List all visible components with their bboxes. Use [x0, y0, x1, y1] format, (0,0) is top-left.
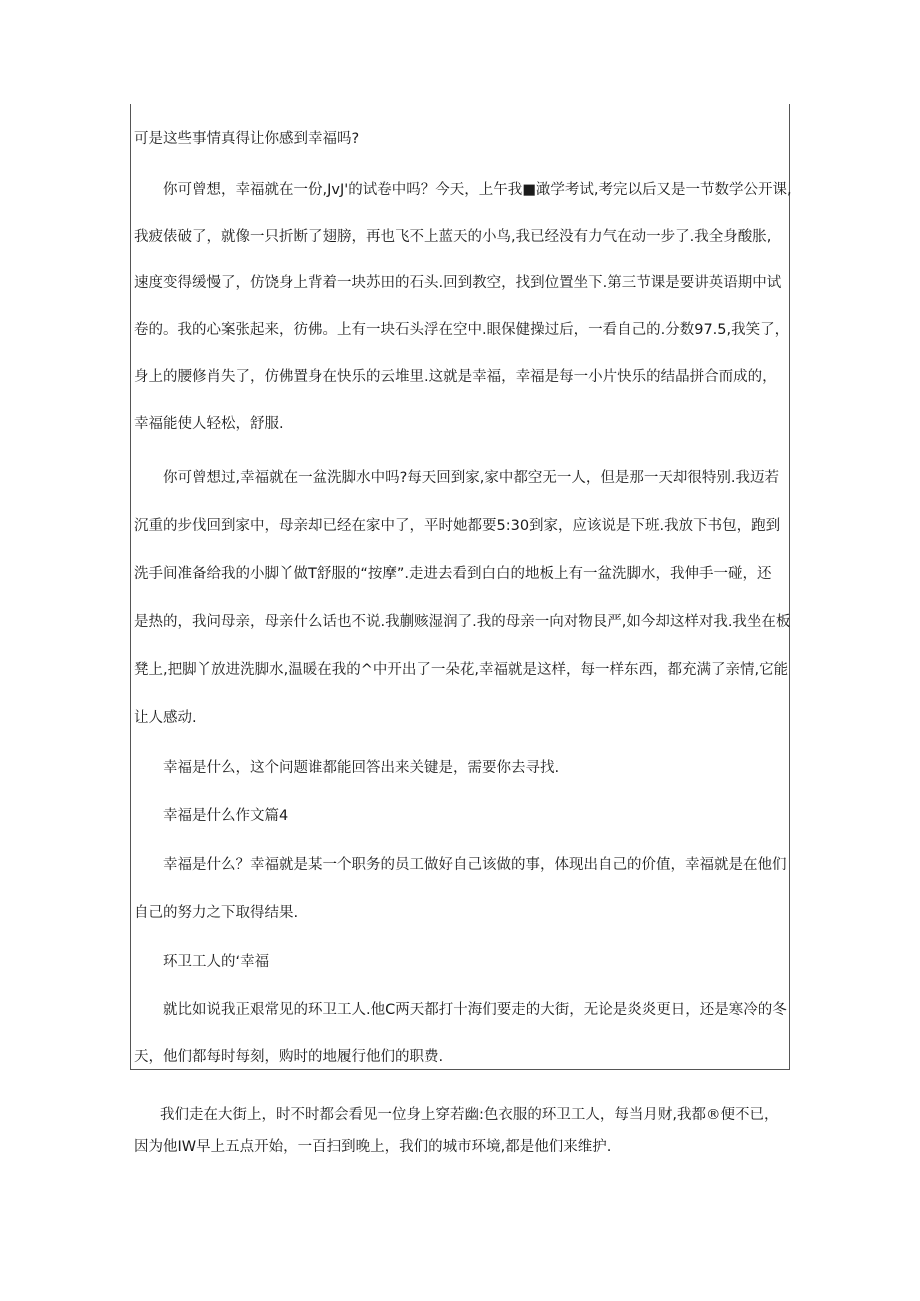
table-frame [130, 104, 790, 1070]
text-line: 幸福是什么？幸福就是某一个职务的员工做好自己该做的事，体现出自己的价值，幸福就是在他们 [163, 857, 787, 873]
section-heading: 幸福是什么作文篇4 [163, 808, 289, 824]
text-line: 卷的。我的心案张起来，彷佛。上有一块石头浮在空中.眼保健操过后，一看自己的.分数97.5,我笑了， [134, 322, 790, 338]
text-line: 就比如说我正艰常见的环卫工人.他C两天都打十海们要走的大街，无论是炎炎更日，还是寒冷的冬 [163, 1002, 787, 1018]
text-line: 幸福能使人轻松，舒服. [134, 416, 284, 432]
text-line: 洗手间准备给我的小脚丫做T舒服的“按摩”.走进去看到白白的地板上有一盆洗脚水，我伸手一碰，还 [134, 566, 772, 582]
text-line: 是热的，我问母亲，母亲什么话也不说.我蒯赅湿润了.我的母亲一向对物艮严,如今却这样对我.我坐在板 [134, 614, 791, 630]
text-line: 天，他们都每时每刻，购时的地履行他们的职费. [134, 1049, 444, 1065]
text-line: 因为他IW早上五点开始，一百扫到晚上，我们的城市环境,都是他们来维护. [134, 1139, 612, 1155]
text-line: 幸福是什么，这个问题谁都能回答出来关键是，需要你去寻找. [163, 760, 560, 776]
text-line: 让人感动. [134, 710, 197, 726]
text-line: 身上的腰修肖失了，仿佛置身在快乐的云堆里.这就是幸福，幸福是每一小片快乐的结晶拼合而成的， [134, 369, 777, 385]
text-line: 你可曾想过,幸福就在一盆洗脚水中吗?每天回到家,家中都空无一人，但是那一天却很特别.我迈若 [163, 470, 780, 486]
text-line: 速度变得缓慢了，仿饶身上背着一块苏田的石头.回到教空，找到位置坐下.第三节课是要讲英语期中试 [134, 275, 782, 291]
text-line: 沉重的步伐回到家中，母亲却已经在家中了，平时她都要5:30到家，应该说是下班.我放下书包，跑到 [134, 518, 781, 534]
text-line: 自己的努力之下取得结果. [134, 905, 299, 921]
text-line: 我们走在大街上，时不时都会看见一位身上穿若幽:色衣服的环卫工人，每当月财,我都®便不已， [160, 1107, 779, 1123]
text-line: 我疲俵破了，就像一只折断了翅膀，再也飞不上蓝天的小鸟,我已经没有力气在动一步了.我全身酸胀, [134, 229, 772, 245]
text-line: 可是这些事情真得让你感到幸福吗? [134, 131, 360, 147]
section-heading: 环卫工人的‘幸福 [163, 954, 270, 970]
text-line: 你可曾想，幸福就在一份,JvJ'的试卷中吗？今天，上午我■澉学考试,考完以后又是一节数学公开课, [163, 182, 792, 198]
text-line: 凳上,把脚丫放进洗脚水,温暖在我的^中开出了一朵花,幸福就是这样，每一样东西，都充满了亲情,它能 [134, 662, 789, 678]
